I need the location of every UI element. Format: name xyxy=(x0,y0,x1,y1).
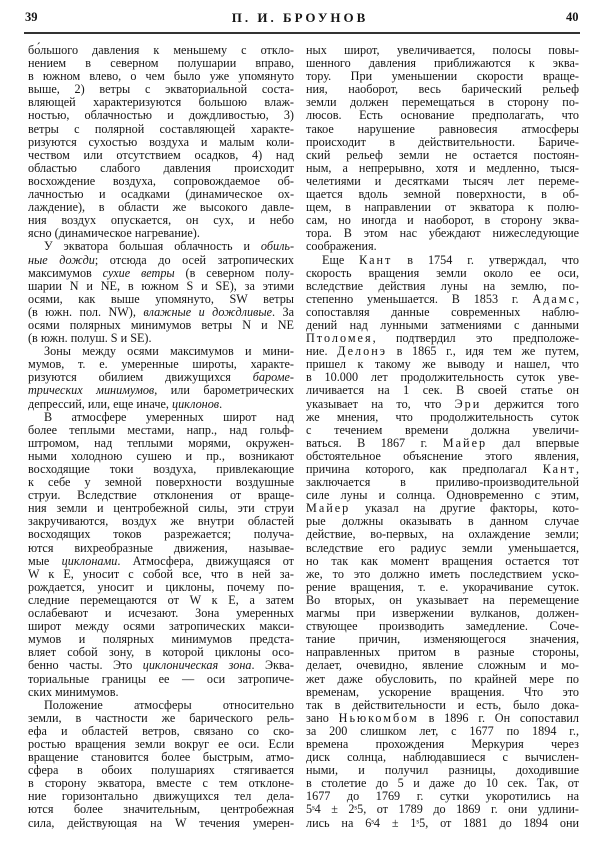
text-segment: . Эква- xyxy=(251,658,294,673)
italic-text: циклонами xyxy=(61,553,118,568)
text-segment: сам, но иногда и наоборот, в сторону эква- xyxy=(306,213,579,228)
text-segment: В атмосфере умеренных широт над xyxy=(44,409,294,424)
text-segment: времена прохождения Меркурия через xyxy=(306,736,579,751)
text-segment: Положение атмосферы относительно xyxy=(44,697,294,712)
text-segment: сопоставляя данные современных наблю- xyxy=(306,304,579,319)
text-segment: сфера в обоих полушариях стягивается xyxy=(28,763,294,778)
text-segment: . За xyxy=(272,304,294,319)
italic-text: бароме- xyxy=(252,370,294,385)
text-segment: ных широт, увеличивается, полосы повы- xyxy=(306,43,579,57)
text-segment: мумов и полярных минимумов предста- xyxy=(28,632,294,647)
text-segment: люсов. Есть основание предполагать, что xyxy=(306,108,579,123)
text-segment: ния воздух опускается, он сух, и небо xyxy=(28,213,294,228)
text-segment: лачностью и осадками (динамическое ох- xyxy=(28,187,294,202)
text-segment: зано xyxy=(306,710,339,725)
text-segment: ; отсюда до осей затропических xyxy=(94,252,295,267)
paragraph xyxy=(306,254,579,830)
text-segment: в южном влево, о чем было уже упомянуто xyxy=(28,69,294,84)
text-segment: рые должны оказывать в данном случае xyxy=(306,514,579,529)
text-segment: обстоятельное объяснение этого явления, xyxy=(306,448,579,463)
text-segment: тание причин, изменяющегося значения, xyxy=(306,632,579,647)
text-segment: (в северном полу- xyxy=(174,265,294,280)
text-segment: ствующее производить замедление. Соче- xyxy=(306,619,579,634)
spaced-name: Птоломея xyxy=(306,331,373,346)
text-segment: тору. При уменьшении скорости враще- xyxy=(306,69,579,84)
text-segment: жет даже обусловить, по крайней мере по xyxy=(306,671,579,686)
text-segment: с течением времени должна увеличи- xyxy=(306,422,579,437)
paragraph xyxy=(28,411,294,699)
spaced-name: Адамс xyxy=(532,291,576,306)
text-segment: Еще xyxy=(322,252,360,267)
text-segment: шенного давления приближаются к эква- xyxy=(306,56,579,71)
text-segment: нением в северном полушарии вправо, xyxy=(28,56,294,71)
text-segment: закручиваются, воздух же внутри областей xyxy=(28,514,294,529)
text-segment: вследствие действия луны на землю, по- xyxy=(306,278,579,293)
text-segment: челетиями и десятками тысяч лет переме- xyxy=(306,173,579,188)
text-segment: в сторону экватора, вместе с тем отклоне- xyxy=(28,776,294,791)
text-segment: дений над лунными затмениями с данными xyxy=(306,317,579,332)
text-segment: ными холодною сушею и пр., возникают xyxy=(28,448,294,463)
text-segment: бенно часты. Это xyxy=(28,658,143,673)
text-segment: (в южн. пол. NW), xyxy=(28,304,144,319)
text-segment: рождается, уносит и циклоны, почему по- xyxy=(28,579,294,594)
page-number-left: 39 xyxy=(25,10,38,24)
text-segment: сила, действующая на W течения умерен- xyxy=(28,815,294,830)
text-segment: ным, а непрерывно, хотя и медленно, тыся- xyxy=(306,160,579,175)
text-segment: W к E, уносит с собой все, что в ней за- xyxy=(28,566,294,581)
text-segment: , xyxy=(575,462,579,476)
text-segment: держится того xyxy=(481,396,580,411)
spaced-name: Майер xyxy=(306,501,351,516)
spaced-name: Делонэ xyxy=(337,344,387,359)
text-segment: , или барометрических xyxy=(154,383,294,398)
text-segment: дал впервые xyxy=(487,435,579,450)
text-segment: лись на 6ˢ4 ± 1ˢ5, от 1881 до 1894 они xyxy=(306,815,579,830)
text-segment: выше, 2) ветры с экваториальной соста- xyxy=(28,82,294,97)
spaced-name: Майер xyxy=(442,435,488,450)
text-segment: так в действительности и есть, было дока- xyxy=(306,697,579,712)
text-segment: ослабевают и исчезают. Зона умеренных xyxy=(28,606,294,621)
text-segment: за 200 слишком лет, с 1677 по 1894 г., xyxy=(306,723,579,738)
text-segment: в 1754 г. утверждал, что xyxy=(392,252,579,267)
text-segment: ными, и получил разницы, доходившие xyxy=(306,763,579,778)
spaced-name: Ньюкомбом xyxy=(338,710,419,725)
paragraph xyxy=(306,44,579,254)
text-segment: в столетие до 5 и даже до 10 сек. Так, от xyxy=(306,776,579,791)
text-segment: вследствие его радиус земли уменьшается, xyxy=(306,540,579,555)
text-segment: Зоны между осями максимумов и мини- xyxy=(44,344,294,359)
text-segment: степенно уменьшается. В 1853 г. xyxy=(306,291,533,306)
text-segment: (в южн. полуш. S и SE). xyxy=(28,331,152,346)
paragraph xyxy=(28,44,294,240)
italic-text: обиль- xyxy=(260,239,294,254)
text-segment: магмы при извержении вулканов, должен- xyxy=(306,606,579,621)
text-segment: в 10.000 лет продолжительность суток уве- xyxy=(306,370,579,385)
text-segment: вращение становится более быстрым, атмо- xyxy=(28,750,294,765)
text-segment: восхождение воздуха, сопровождаемое об- xyxy=(28,173,294,188)
text-segment: ризуются сухостью воздуха и малым коли- xyxy=(28,134,294,149)
text-segment: ризуются обилием движущихся xyxy=(28,370,253,385)
text-segment: мумов, т. е. умеренные широты, характе- xyxy=(28,357,294,372)
text-segment: . xyxy=(219,396,223,411)
text-segment: ских минимумов. xyxy=(28,684,119,699)
text-segment: действие, во-первых, на охлаждение земли; xyxy=(306,527,579,542)
text-segment: щем, в направлении от экватора к полю- xyxy=(306,200,579,215)
text-segment: бо́льшого давления к меньшему с откло- xyxy=(28,43,294,57)
text-segment: осями полярных минимумов ветры N и NE xyxy=(28,317,294,332)
text-segment: соображения. xyxy=(306,239,377,254)
text-segment: ясно (динамическое нагревание). xyxy=(28,226,200,241)
text-segment: указал на другие факторы, кото- xyxy=(350,501,579,516)
paragraph xyxy=(28,345,294,410)
running-title: П. И. БРОУНОВ xyxy=(231,10,369,25)
text-segment: причина которого, как предполагал xyxy=(306,462,543,476)
text-segment: У экватора большая облачность и xyxy=(44,239,261,254)
text-line xyxy=(306,817,579,830)
text-segment: ваться. В 1867 г. xyxy=(306,435,443,450)
text-segment: ются вихреобразные движения, называе- xyxy=(28,540,294,555)
spaced-name: Кант xyxy=(359,252,393,267)
italic-text: влажные и дождливые xyxy=(143,304,272,319)
text-segment: штромом, над теплыми морями, окружен- xyxy=(28,435,294,450)
text-segment: мые xyxy=(28,553,62,568)
text-segment: следние перемещаются от W к E, а затем xyxy=(28,592,294,607)
text-segment: ние горизонтально движущихся тел дела- xyxy=(28,789,294,804)
text-segment: ториальные границы ее — оси затропиче- xyxy=(28,671,294,686)
text-segment: тора. В этом нас убеждают нижеследующие xyxy=(306,226,579,241)
text-segment: чеством или отсутствием осадков, 4) над xyxy=(28,147,294,162)
text-segment: силе луны и солнца. Одновременно с этим, xyxy=(306,488,579,503)
paragraph xyxy=(28,699,294,830)
text-segment: вляющей характеризуются большою влаж- xyxy=(28,95,294,110)
page-number-right: 40 xyxy=(566,10,579,24)
italic-text: циклоническая зона xyxy=(142,658,252,673)
text-segment: делает, очевидно, явление сложным и мо- xyxy=(306,658,579,673)
text-segment: 1677 до 1769 г. сутки укоротились на xyxy=(306,789,579,804)
text-segment: широт между осями затропических макси- xyxy=(28,619,294,634)
text-segment: депрессий, или, еще иначе, xyxy=(28,396,172,411)
text-segment: ветры с полярной составляющей характе- xyxy=(28,121,294,136)
text-segment: земли должен перемещаться в сторону по- xyxy=(306,95,579,110)
text-segment: ский рельеф земли не остается постоян- xyxy=(306,147,579,162)
text-segment: но так как момент вращения остается тот xyxy=(306,553,579,568)
text-segment: ностью, облачностью и дождливостью, 3) xyxy=(28,108,294,123)
text-segment: областью слабого давления происходит xyxy=(28,160,294,175)
text-segment: земли, в частности же барического рель- xyxy=(28,710,294,725)
text-segment: более теплыми местами, напр., над гольф- xyxy=(28,422,294,437)
text-segment: восходящих токов разрежается; получа- xyxy=(28,527,294,542)
spaced-name: Кант xyxy=(542,462,576,476)
text-segment: к себе у земной поверхности воздушные xyxy=(28,475,294,490)
text-segment: ются более значительным, центробежная xyxy=(28,802,294,817)
text-column-left xyxy=(28,44,294,830)
text-column-right xyxy=(306,44,579,830)
text-segment: восходящие токи воздуха, привлекающие xyxy=(28,462,294,476)
spaced-name: Эри xyxy=(454,396,482,411)
text-segment: , подтвердил это предположе- xyxy=(372,331,579,346)
text-segment: указывает на то, что xyxy=(306,396,455,411)
text-segment: личивается на 1 сек. В своей статье он xyxy=(306,383,579,398)
text-segment: в 1896 г. Он сопоставил xyxy=(418,710,580,725)
italic-text: трических минимумов xyxy=(28,383,155,398)
paragraph xyxy=(28,240,294,345)
text-segment: вляет собой зону, в которой циклоны осо- xyxy=(28,645,294,660)
text-segment: же мнения, что продолжительность суток xyxy=(306,409,579,424)
text-segment: ния земли и центробежной силы, эти струи xyxy=(28,501,294,516)
italic-text: циклонов xyxy=(171,396,220,411)
text-segment: рение вращения, т. е. укорачивание суток. xyxy=(306,579,579,594)
text-segment: лаждение), в области же высокого давле- xyxy=(28,200,294,215)
italic-text: сухие ветры xyxy=(102,265,175,280)
text-segment: пришел к такому же выводу и нашел, что xyxy=(306,357,579,372)
text-segment: же, то это должно иметь последствием уско- xyxy=(306,566,579,581)
text-segment: осями, как выше упомянуто, SW ветры xyxy=(28,291,294,306)
text-segment: 5ˢ4 ± 2ˢ5, от 1789 до 1869 г. они удлини- xyxy=(306,802,579,817)
text-segment: щается вдоль земной поверхности, в об- xyxy=(306,187,579,202)
text-segment: временам, ускорение вращения. Что это xyxy=(306,684,579,699)
text-segment: ростью вращения земли вокруг ее оси. Если xyxy=(28,736,294,751)
text-segment: заключается в приливо-производительной xyxy=(306,475,579,490)
text-segment: диск солнца, наблюдавшиеся с вычислен- xyxy=(306,750,579,765)
text-segment: максимумов xyxy=(28,265,103,280)
italic-text: ные дожди xyxy=(28,252,95,267)
text-line xyxy=(28,817,294,830)
text-segment: такое нарушение равновесия атмосферы xyxy=(306,121,579,136)
text-segment: струи. Вследствие отклонения от враще- xyxy=(28,488,294,503)
text-segment: , xyxy=(575,291,579,306)
text-segment: происходит в действительности. Бариче- xyxy=(306,134,579,149)
header-rule xyxy=(24,32,580,34)
text-segment: шарии N и NE, в южном S и SE), за этими xyxy=(28,278,294,293)
text-segment: Во вторых, он указывает на перемещение xyxy=(306,592,579,607)
text-segment: ния, наоборот, весь барический рельеф xyxy=(306,82,579,97)
text-segment: . Атмосфера, движущаяся от xyxy=(117,553,294,568)
text-segment: в 1865 г., идя тем же путем, xyxy=(386,344,579,359)
text-segment: ефа и областей ветров, связано со ско- xyxy=(28,723,294,738)
text-segment: скорость вращения земли около ее оси, xyxy=(306,265,579,280)
text-segment: ние. xyxy=(306,344,338,359)
text-segment: направленных притом в разные стороны, xyxy=(306,645,579,660)
